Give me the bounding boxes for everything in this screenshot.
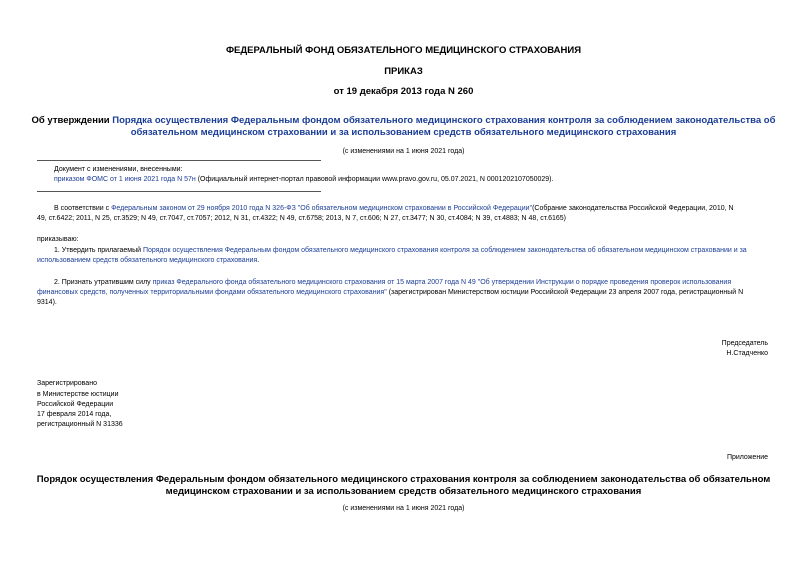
appendix-label: Приложение [726,454,768,461]
changes-entry [54,175,553,185]
item-2-prefix: 2. Признать утратившим силу [54,279,151,286]
registration-line: регистрационный N 31336 [37,421,123,428]
signature-position: Председатель [721,340,768,347]
item-2-line-3: 9314). [37,299,57,306]
item-1-prefix: 1. Утвердить прилагаемый [54,247,142,254]
item-1-link-part-1[interactable]: Порядок осуществления Федеральным фондом обязательного медицинского страхования контроля за соблюдением законодательства об обязательном медицинском страховании и за [142,247,747,254]
appendix-title-line-2: медицинском страховании и за использованием средств обязательного медицинского страхования [165,486,642,497]
item-2-link-part-2[interactable]: финансовых средств, полученных территориальными фондами обязательного медицинского страхования" [37,289,387,296]
title-link-part-1[interactable]: Порядка осуществления Федеральным фондом обязательного медицинского страхования контроля за соблюдением законодательства об [112,115,776,126]
appendix-title-line-1: Порядок осуществления Федеральным фондом обязательного медицинского страхования контроля за соблюдением законодательства об обязательном [36,474,771,485]
organization-heading: ФЕДЕРАЛЬНЫЙ ФОНД ОБЯЗАТЕЛЬНОГО МЕДИЦИНСКОГО СТРАХОВАНИЯ [225,45,582,56]
changes-bottom-divider [37,191,321,192]
registration-line: Российской Федерации [37,401,114,408]
signature-name: Н.Стадченко [726,350,768,357]
document-title-line-2 [0,127,807,139]
item-1-line-2 [37,256,259,266]
order-word: приказываю: [37,236,79,243]
changes-link[interactable]: приказом ФОМС от 1 июня 2021 года N 57н [54,176,196,183]
document-date-number: от 19 декабря 2013 года N 260 [333,86,474,97]
document-title-line-1 [0,115,807,127]
preamble-prefix: В соответствии с [54,205,110,212]
item-2-link-part-1[interactable]: приказ Федерального фонда обязательного медицинского страхования от 15 марта 2007 года N 49 "Об утверждении Инструкции о порядке проведения проверок использования [152,279,732,286]
item-2-rest: (зарегистрирован Министерством юстиции Российской Федерации 23 апреля 2007 года, регистрационный N [386,289,744,296]
registration-line: Зарегистрировано [37,380,97,387]
item-1-link-part-2[interactable]: использованием средств обязательного медицинского страхования [37,257,258,264]
preamble-law-link[interactable]: Федеральным законом от 29 ноября 2010 года N 326-ФЗ "Об обязательном медицинском страховании в Российской Федерации" [111,205,533,212]
item-2-line-1 [54,278,731,288]
title-prefix: Об утверждении [31,115,110,126]
preamble-line-1 [54,204,734,214]
item-1-suffix: . [257,257,260,264]
changes-source: (Официальный интернет-портал правовой информации www.pravo.gov.ru, 05.07.2021, N 0001202107050029). [197,176,554,183]
document-type-heading: ПРИКАЗ [384,66,423,77]
title-link-part-2[interactable]: обязательном медицинском страховании и за использованием средств обязательного медицинского страхования [130,127,677,138]
item-2-line-2 [37,288,743,298]
preamble-rest: (Собрание законодательства Российской Федерации, 2010, N [532,205,734,212]
registration-line: в Министерстве юстиции [37,391,119,398]
preamble-line-2: 49, ст.6422; 2011, N 25, ст.3529; N 49, ст.7047, ст.7057; 2012, N 31, ст.4322; N 49, ст.6758; 2013, N 7, ст.606; N 27, ст.3477; N 30, ст.4084; N 39, ст.4883; N 48, ст.6165) [37,215,566,222]
title-revision-note: (с изменениями на 1 июня 2021 года) [342,148,465,155]
item-1-line-1 [54,246,747,256]
changes-top-divider [37,160,321,161]
registration-line: 17 февраля 2014 года, [37,411,112,418]
changes-heading: Документ с изменениями, внесенными: [54,166,183,173]
appendix-revision-note: (с изменениями на 1 июня 2021 года) [342,505,465,512]
